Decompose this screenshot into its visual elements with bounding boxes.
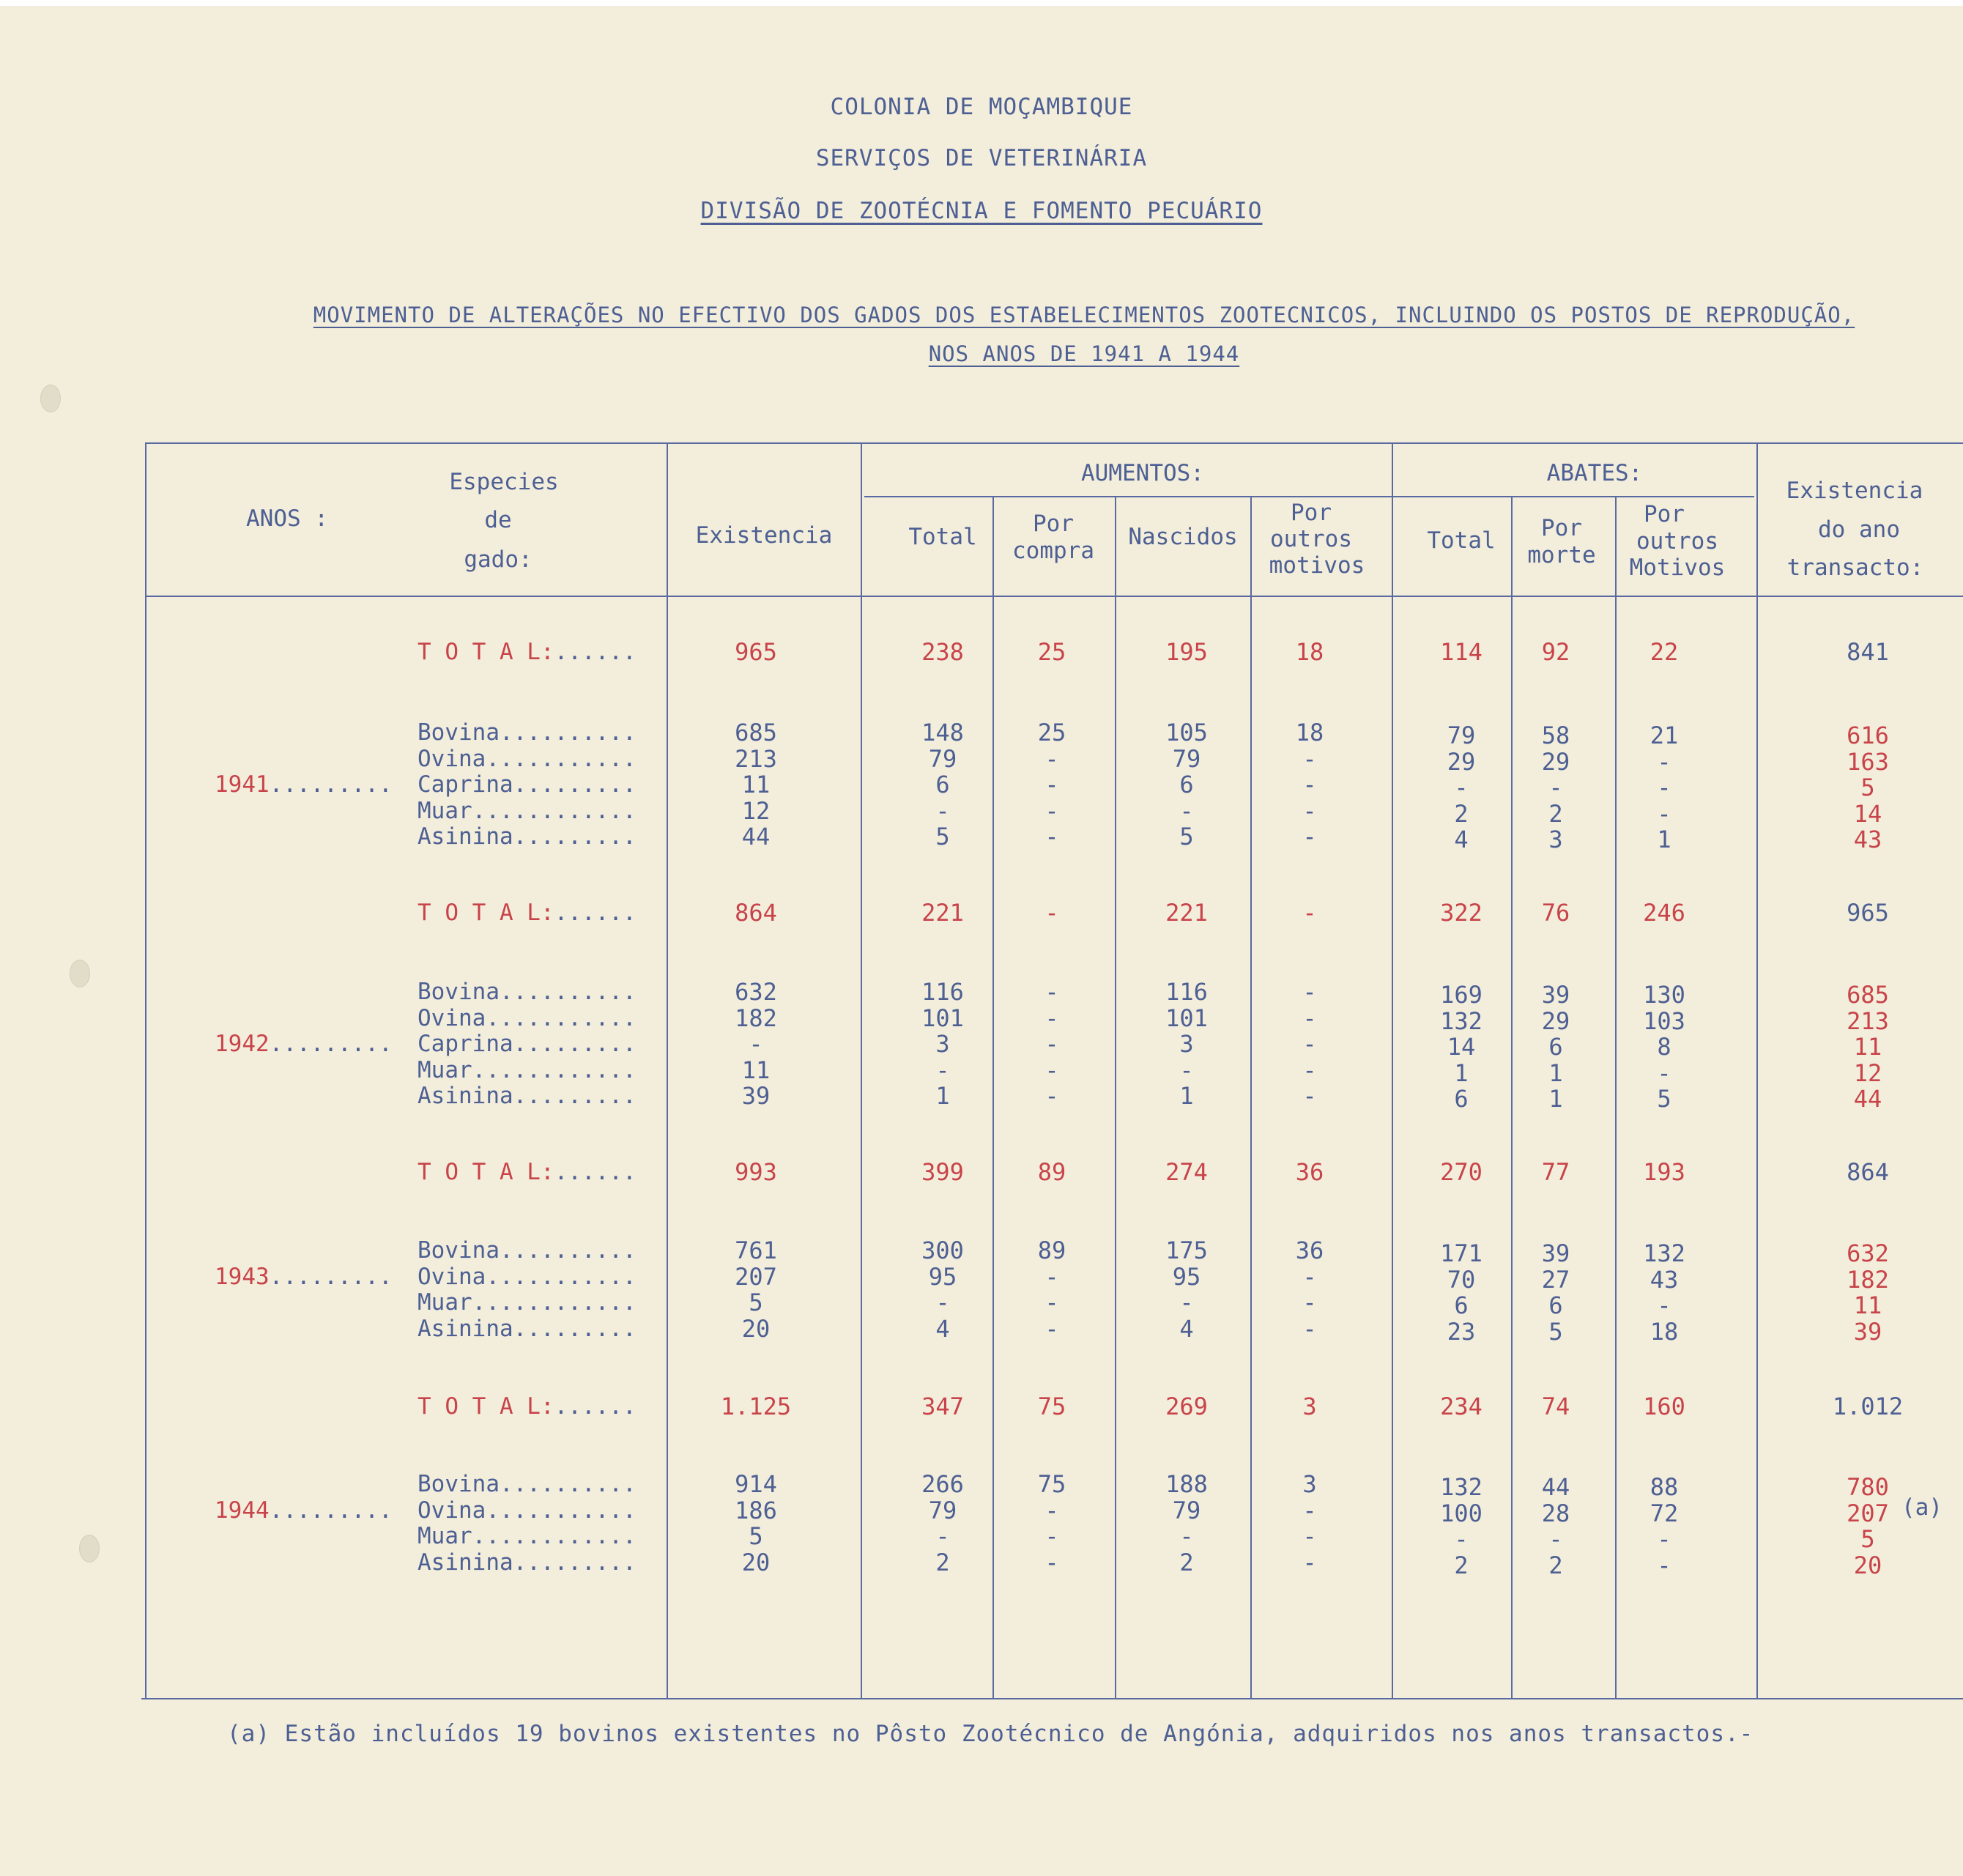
table-cell: 616: [1847, 722, 1889, 749]
total-cell: 75: [1037, 1393, 1066, 1420]
table-cell: -: [1302, 744, 1317, 773]
table-cell: -: [1179, 1522, 1194, 1550]
table-cell: -: [1044, 823, 1059, 850]
total-cell: 347: [921, 1393, 964, 1420]
punch-hole: [79, 1535, 100, 1562]
table-cell: 18: [1650, 1317, 1679, 1346]
table-cell: -: [1044, 1496, 1059, 1524]
note-marker: (a): [1901, 1494, 1942, 1521]
total-cell: 864: [735, 899, 777, 927]
table-cell: -: [935, 796, 950, 825]
table-cell: -: [1454, 1525, 1469, 1553]
table-cell: -: [1044, 978, 1059, 1006]
total-cell: 234: [1440, 1393, 1483, 1420]
table-cell: 39: [1541, 1239, 1570, 1267]
table-cell: -: [1302, 1082, 1317, 1110]
table-cell: -: [1302, 1548, 1317, 1576]
table-cell: 43: [1853, 826, 1882, 853]
table-cell: 6: [1548, 1033, 1563, 1061]
table-cell: -: [1179, 796, 1194, 825]
table-cell: 79: [928, 744, 957, 773]
table-cell: 101: [1165, 1004, 1208, 1032]
header-por-morte: morte: [1527, 542, 1596, 568]
table-cell: 1: [1548, 1085, 1563, 1113]
table-cell: 2: [1454, 1551, 1469, 1579]
header-aumentos-total: Total: [908, 524, 977, 550]
scan-top-edge: [0, 0, 1963, 6]
table-cell: 1: [1548, 1059, 1563, 1087]
table-cell: 70: [1447, 1265, 1476, 1294]
table-cell: 100: [1440, 1499, 1483, 1527]
species-label: Bovina..........: [418, 1471, 637, 1497]
table-cell: 6: [1548, 1291, 1563, 1319]
header-aumentos: AUMENTOS:: [1081, 460, 1204, 486]
table-cell: 12: [1853, 1059, 1882, 1087]
species-label: Caprina.........: [418, 1031, 637, 1057]
table-cell: 14: [1447, 1033, 1476, 1061]
total-cell: 22: [1650, 638, 1679, 666]
total-cell: 993: [735, 1158, 777, 1186]
species-label: Asinina.........: [418, 1549, 637, 1576]
total-cell: 18: [1295, 638, 1324, 666]
total-cell: 238: [921, 638, 964, 666]
total-cell: -: [1044, 899, 1059, 927]
table-cell: 188: [1165, 1470, 1208, 1498]
header-existencia: Existencia: [695, 522, 833, 549]
table-cell: 186: [735, 1496, 777, 1524]
table-cell: 2: [1548, 799, 1563, 828]
header-por-compra: compra: [1012, 538, 1094, 564]
punch-hole: [40, 385, 61, 412]
table-cell: 130: [1643, 981, 1685, 1009]
table-cell: 5: [935, 823, 950, 850]
table-cell: 95: [1172, 1262, 1201, 1291]
table-cell: -: [1657, 1551, 1671, 1579]
table-cell: 207: [735, 1262, 777, 1291]
table-cell: 8: [1657, 1033, 1671, 1061]
header-nascidos: Nascidos: [1128, 524, 1238, 550]
table-cell: 29: [1541, 747, 1570, 776]
header-abates: ABATES:: [1546, 460, 1643, 486]
table-cell: -: [1302, 823, 1317, 850]
table-cell: 116: [1165, 978, 1208, 1006]
total-cell: 3: [1302, 1393, 1317, 1420]
year-label: 1943.........: [215, 1263, 393, 1290]
total-cell: 221: [921, 899, 964, 927]
table-cell: 79: [928, 1496, 957, 1524]
table-cell: 5: [1657, 1085, 1671, 1113]
header-service: SERVIÇOS DE VETERINÁRIA: [815, 145, 1148, 171]
table-cell: -: [1044, 1082, 1059, 1110]
total-cell: 270: [1440, 1158, 1483, 1186]
table-cell: -: [1044, 771, 1059, 798]
table-cell: 171: [1440, 1239, 1483, 1267]
table-cell: 12: [741, 796, 771, 825]
total-cell: 1.012: [1832, 1393, 1904, 1420]
table-cell: 18: [1295, 719, 1324, 746]
total-cell: 965: [1847, 899, 1889, 927]
header-aumentos-outros: outros: [1270, 526, 1352, 552]
header-abates-outros: outros: [1636, 528, 1718, 555]
table-cell: -: [1657, 774, 1671, 801]
header-aumentos-outros: motivos: [1269, 552, 1365, 579]
total-cell: 399: [921, 1158, 964, 1186]
species-label: Bovina..........: [418, 1237, 637, 1264]
table-cell: 79: [1172, 744, 1201, 773]
table-cell: -: [749, 1030, 763, 1058]
table-cell: -: [1044, 796, 1059, 825]
document-title: MOVIMENTO DE ALTERAÇÕES NO EFECTIVO DOS GADOS DOS ESTABELECIMENTOS ZOOTECNICOS, INCLUINDO OS POSTOS DE REPRODUÇÃO,: [313, 303, 1855, 327]
table-cell: 29: [1447, 747, 1476, 776]
total-cell: 193: [1643, 1158, 1685, 1186]
table-cell: 2: [1454, 799, 1469, 828]
table-cell: -: [1548, 774, 1563, 801]
total-cell: 864: [1847, 1158, 1889, 1186]
table-cell: 14: [1853, 799, 1882, 828]
table-cell: -: [935, 1289, 950, 1316]
table-cell: -: [1548, 1525, 1563, 1553]
table-cell: -: [1302, 1522, 1317, 1550]
table-cell: -: [1302, 796, 1317, 825]
species-label: Caprina.........: [418, 771, 637, 798]
table-cell: 163: [1847, 747, 1889, 776]
table-cell: 2: [935, 1548, 950, 1576]
header-especies: gado:: [464, 546, 533, 573]
total-cell: 89: [1037, 1158, 1066, 1186]
table-cell: 44: [1853, 1085, 1882, 1113]
table-cell: -: [1044, 1314, 1059, 1343]
table-cell: 101: [921, 1004, 964, 1032]
table-cell: 29: [1541, 1006, 1570, 1035]
table-cell: 21: [1650, 722, 1679, 749]
table-cell: -: [1657, 799, 1671, 828]
table-cell: 685: [1847, 981, 1889, 1009]
table-cell: 5: [1548, 1317, 1563, 1346]
table-cell: 43: [1650, 1265, 1679, 1294]
table-cell: 300: [921, 1237, 964, 1264]
total-label: T O T A L:......: [418, 1393, 637, 1420]
table-cell: 132: [1440, 1473, 1483, 1501]
total-cell: 36: [1295, 1158, 1324, 1186]
table-cell: -: [1302, 1496, 1317, 1524]
species-label: Asinina.........: [418, 823, 637, 850]
table-cell: -: [935, 1056, 950, 1084]
table-cell: 132: [1440, 1006, 1483, 1035]
header-anos: ANOS :: [246, 505, 328, 532]
table-cell: 685: [735, 719, 777, 746]
table-cell: 213: [735, 744, 777, 773]
table-cell: 5: [749, 1289, 763, 1316]
species-label: Asinina.........: [418, 1083, 637, 1109]
table-cell: 3: [1179, 1030, 1194, 1058]
table-cell: 207: [1847, 1499, 1889, 1527]
table-cell: -: [1044, 1056, 1059, 1084]
table-cell: 132: [1643, 1239, 1685, 1267]
total-label: T O T A L:......: [418, 900, 637, 926]
table-cell: 4: [935, 1314, 950, 1343]
total-cell: -: [1302, 899, 1317, 927]
total-cell: 160: [1643, 1393, 1685, 1420]
header-abates-total: Total: [1427, 527, 1496, 554]
table-cell: 632: [1847, 1239, 1889, 1267]
table-cell: 39: [741, 1082, 771, 1110]
header-por-morte: Por: [1541, 515, 1582, 541]
table-cell: -: [1657, 1291, 1671, 1319]
table-cell: 23: [1447, 1317, 1476, 1346]
table-cell: 11: [741, 1056, 771, 1084]
table-cell: 6: [935, 771, 950, 798]
table-cell: 175: [1165, 1237, 1208, 1264]
table-cell: 5: [1860, 774, 1875, 801]
table-cell: -: [1179, 1289, 1194, 1316]
table-cell: 25: [1037, 719, 1066, 746]
year-label: 1944.........: [215, 1497, 393, 1524]
header-especies: de: [484, 507, 512, 533]
table-cell: -: [1454, 774, 1469, 801]
total-cell: 322: [1440, 899, 1483, 927]
table-cell: 1: [1179, 1082, 1194, 1110]
table-cell: -: [1044, 1262, 1059, 1291]
table-cell: 75: [1037, 1470, 1066, 1498]
table-cell: 2: [1179, 1548, 1194, 1576]
table-cell: -: [1044, 1004, 1059, 1032]
table-cell: -: [1179, 1056, 1194, 1084]
table-cell: 632: [735, 978, 777, 1006]
total-cell: 92: [1541, 638, 1570, 666]
total-cell: 114: [1440, 638, 1483, 666]
table-cell: -: [1302, 978, 1317, 1006]
table-cell: 6: [1454, 1291, 1469, 1319]
table-cell: 4: [1454, 826, 1469, 853]
total-label: T O T A L:......: [418, 1159, 637, 1185]
table-cell: 95: [928, 1262, 957, 1291]
header-colony: COLONIA DE MOÇAMBIQUE: [830, 94, 1133, 120]
table-cell: 44: [741, 823, 771, 850]
table-cell: -: [1302, 1030, 1317, 1058]
table-cell: -: [1044, 1289, 1059, 1316]
footnote: (a) Estão incluídos 19 bovinos existentes no Pôsto Zootécnico de Angónia, adquiridos nos anos transactos.-: [227, 1721, 1754, 1747]
table-cell: -: [1302, 1289, 1317, 1316]
table-cell: -: [1044, 1522, 1059, 1550]
total-cell: 74: [1541, 1393, 1570, 1420]
table-cell: -: [1302, 1262, 1317, 1291]
species-label: Ovina...........: [418, 745, 637, 772]
header-division: DIVISÃO DE ZOOTÉCNIA E FOMENTO PECUÁRIO: [700, 198, 1263, 224]
table-cell: 182: [1847, 1265, 1889, 1294]
table-cell: 213: [1847, 1006, 1889, 1035]
table-cell: -: [1302, 1056, 1317, 1084]
table-cell: 6: [1454, 1085, 1469, 1113]
species-label: Muar............: [418, 1523, 637, 1549]
table-cell: 914: [735, 1470, 777, 1498]
table-cell: 58: [1541, 722, 1570, 749]
table-cell: 5: [749, 1522, 763, 1550]
table-cell: 88: [1650, 1473, 1679, 1501]
header-existencia-transacto: transacto:: [1786, 555, 1924, 581]
total-cell: 25: [1037, 638, 1066, 666]
table-cell: 780: [1847, 1473, 1889, 1501]
header-por-compra: Por: [1033, 511, 1074, 537]
table-cell: 3: [1302, 1470, 1317, 1498]
species-label: Ovina...........: [418, 1263, 637, 1290]
total-cell: 221: [1165, 899, 1208, 927]
total-cell: 274: [1165, 1158, 1208, 1186]
table-cell: 148: [921, 719, 964, 746]
table-cell: 1: [1454, 1059, 1469, 1087]
species-label: Muar............: [418, 797, 637, 824]
table-cell: 116: [921, 978, 964, 1006]
table-cell: 89: [1037, 1237, 1066, 1264]
total-cell: 246: [1643, 899, 1685, 927]
year-label: 1941.........: [215, 771, 393, 798]
table-cell: 11: [1853, 1291, 1882, 1319]
total-cell: 269: [1165, 1393, 1208, 1420]
species-label: Ovina...........: [418, 1004, 637, 1031]
table-cell: 79: [1447, 722, 1476, 749]
table-cell: 20: [741, 1314, 771, 1343]
table-cell: -: [935, 1522, 950, 1550]
table-cell: 72: [1650, 1499, 1679, 1527]
total-cell: 76: [1541, 899, 1570, 927]
total-cell: 965: [735, 638, 777, 666]
table-cell: 39: [1853, 1317, 1882, 1346]
header-especies: Especies: [449, 469, 559, 495]
total-cell: 1.125: [720, 1393, 792, 1420]
table-cell: 39: [1541, 981, 1570, 1009]
table-cell: -: [1302, 771, 1317, 798]
table-cell: 266: [921, 1470, 964, 1498]
species-label: Bovina..........: [418, 719, 637, 746]
table-cell: 182: [735, 1004, 777, 1032]
table-cell: 20: [1853, 1551, 1882, 1579]
header-abates-outros: Motivos: [1629, 555, 1726, 581]
table-cell: 2: [1548, 1551, 1563, 1579]
table-cell: -: [1302, 1004, 1317, 1032]
table-cell: 5: [1860, 1525, 1875, 1553]
table-cell: 28: [1541, 1499, 1570, 1527]
table-cell: -: [1657, 1059, 1671, 1087]
header-abates-outros: Por: [1644, 501, 1685, 527]
punch-hole: [70, 960, 90, 987]
species-label: Muar............: [418, 1056, 637, 1083]
table-cell: -: [1044, 1548, 1059, 1576]
table-cell: 6: [1179, 771, 1194, 798]
table-cell: 44: [1541, 1473, 1570, 1501]
table-cell: 79: [1172, 1496, 1201, 1524]
table-cell: 4: [1179, 1314, 1194, 1343]
table-cell: -: [1657, 747, 1671, 776]
table-cell: 761: [735, 1237, 777, 1264]
total-cell: 195: [1165, 638, 1208, 666]
header-existencia-transacto: do ano: [1818, 516, 1900, 543]
document-subtitle: NOS ANOS DE 1941 A 1944: [928, 341, 1240, 366]
table-cell: 36: [1295, 1237, 1324, 1264]
species-label: Ovina...........: [418, 1497, 637, 1524]
table-cell: -: [1044, 744, 1059, 773]
table-cell: 20: [741, 1548, 771, 1576]
table-cell: 11: [741, 771, 771, 798]
species-label: Bovina..........: [418, 979, 637, 1005]
table-cell: 105: [1165, 719, 1208, 746]
table-cell: -: [1044, 1030, 1059, 1058]
table-cell: 5: [1179, 823, 1194, 850]
species-label: Asinina.........: [418, 1315, 637, 1342]
table-cell: -: [1657, 1525, 1671, 1553]
table-cell: 103: [1643, 1006, 1685, 1035]
species-label: Muar............: [418, 1289, 637, 1316]
table-cell: 169: [1440, 981, 1483, 1009]
header-existencia-transacto: Existencia: [1786, 478, 1923, 504]
header-aumentos-outros: Por: [1291, 500, 1332, 526]
total-label: T O T A L:......: [418, 639, 637, 665]
total-cell: 77: [1541, 1158, 1570, 1186]
table-cell: 11: [1853, 1033, 1882, 1061]
year-label: 1942.........: [215, 1031, 393, 1057]
table-cell: 3: [935, 1030, 950, 1058]
total-cell: 841: [1847, 638, 1889, 666]
table-cell: 1: [1657, 826, 1671, 853]
table-cell: 27: [1541, 1265, 1570, 1294]
table-cell: 1: [935, 1082, 950, 1110]
table-cell: -: [1302, 1314, 1317, 1343]
table-cell: 3: [1548, 826, 1563, 853]
